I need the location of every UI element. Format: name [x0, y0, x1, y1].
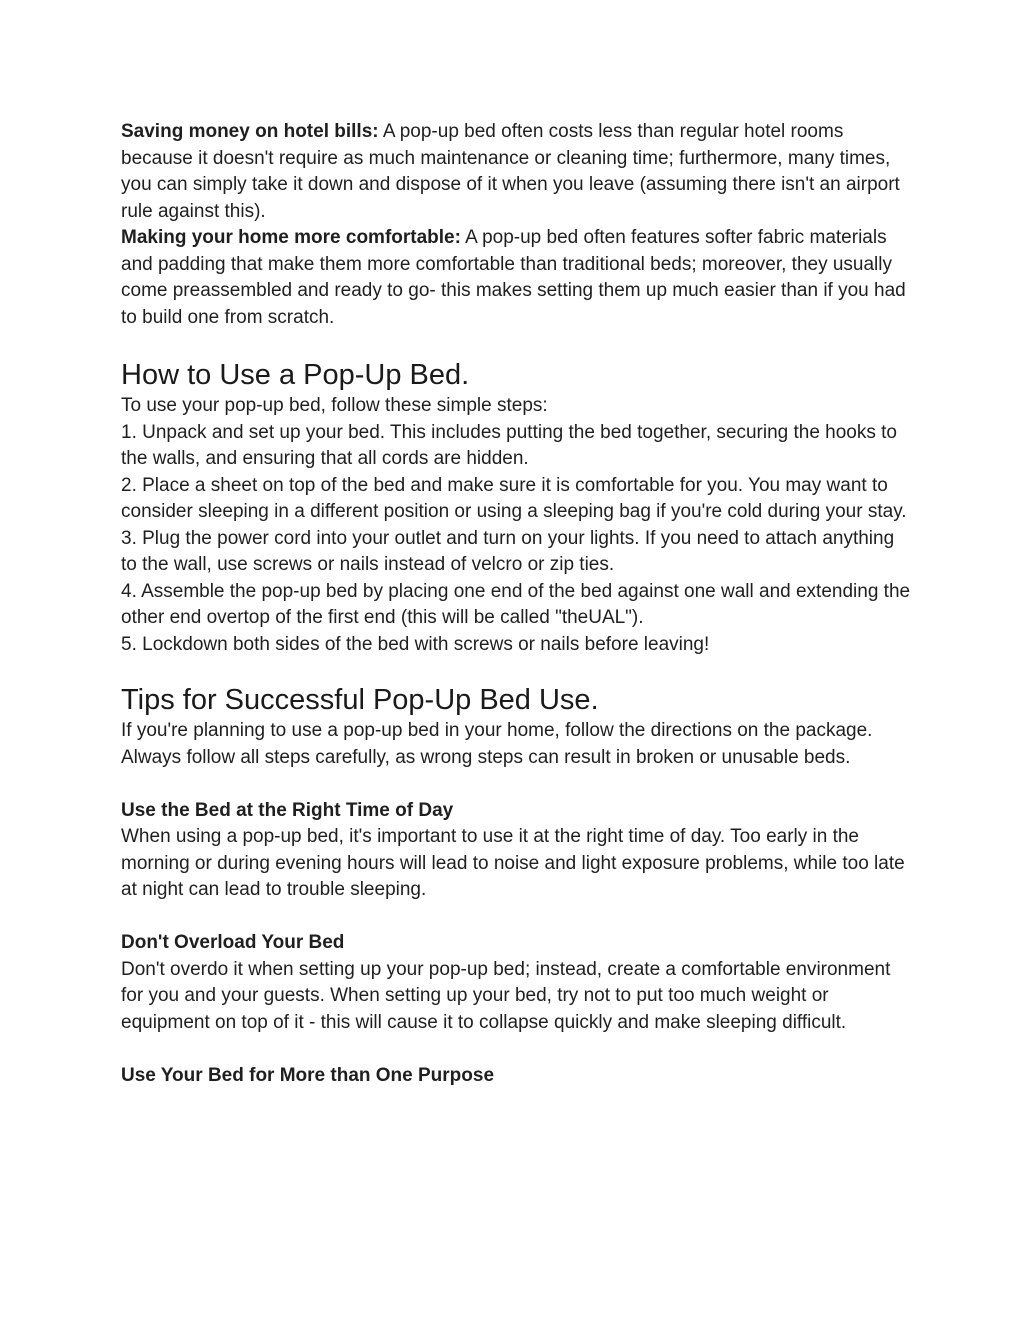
spacer	[121, 904, 911, 931]
how-to-heading: How to Use a Pop-Up Bed.	[121, 359, 470, 391]
tip-text: When using a pop-up bed, it's important to use it at the right time of day. Too early in the morning or during evening hours will lead to noise and light exposure problems, while too late at night can lead to trouble sleeping.	[121, 826, 905, 900]
benefit-text: A pop-up bed often features softer fabric materials and padding that make them more comfortable than traditional beds; moreover, they usually come preassembled and ready to go- this makes setting them up much easier than if you had to build one from scratch.	[121, 227, 906, 328]
benefit-comfort	[121, 225, 911, 331]
how-to-step: 3. Plug the power cord into your outlet and turn on your lights. If you need to attach anything to the wall, use screws or nails instead of velcro or zip ties.	[121, 527, 895, 575]
how-to-step: 4. Assemble the pop-up bed by placing one end of the bed against one wall and extending the other end overtop of the first end (this will be called "theUAL").	[121, 580, 911, 628]
tip-title: Don't Overload Your Bed	[121, 932, 345, 953]
spacer	[121, 771, 911, 798]
benefit-saving-money	[121, 119, 911, 225]
tip-title: Use the Bed at the Right Time of Day	[121, 799, 454, 821]
tip-text: Don't overdo it when setting up your pop-up bed; instead, create a comfortable environment for you and your guests. When setting up your bed, try not to put too much weight or equipment on top of it - this will cause it to collapse quickly and make sleeping difficult.	[121, 958, 891, 1033]
document-page	[121, 119, 911, 1089]
benefit-label: Making your home more comfortable:	[121, 227, 461, 248]
how-to-step: 5. Lockdown both sides of the bed with screws or nails before leaving!	[121, 633, 710, 655]
tips-heading: Tips for Successful Pop-Up Bed Use.	[121, 684, 599, 716]
how-to-step: 1. Unpack and set up your bed. This includes putting the bed together, securing the hooks to the walls, and ensuring that all cords are hidden.	[121, 421, 897, 469]
tip-title: Use Your Bed for More than One Purpose	[121, 1064, 495, 1086]
benefit-text: A pop-up bed often costs less than regular hotel rooms because it doesn't require as much maintenance or cleaning time; furthermore, many times, you can simply take it down and dispose of it when you leave (assuming there isn't an airport rule against this).	[121, 121, 900, 222]
how-to-step: 2. Place a sheet on top of the bed and make sure it is comfortable for you. You may want to consider sleeping in a different position or using a sleeping bag if you're cold during your stay.	[121, 474, 907, 522]
tips-intro: If you're planning to use a pop-up bed in your home, follow the directions on the package. Always follow all steps carefully, as wrong steps can result in broken or unusable beds.	[121, 720, 873, 768]
spacer	[121, 1036, 911, 1063]
how-to-intro: To use your pop-up bed, follow these simple steps:	[121, 395, 548, 416]
benefit-label: Saving money on hotel bills:	[121, 121, 379, 142]
